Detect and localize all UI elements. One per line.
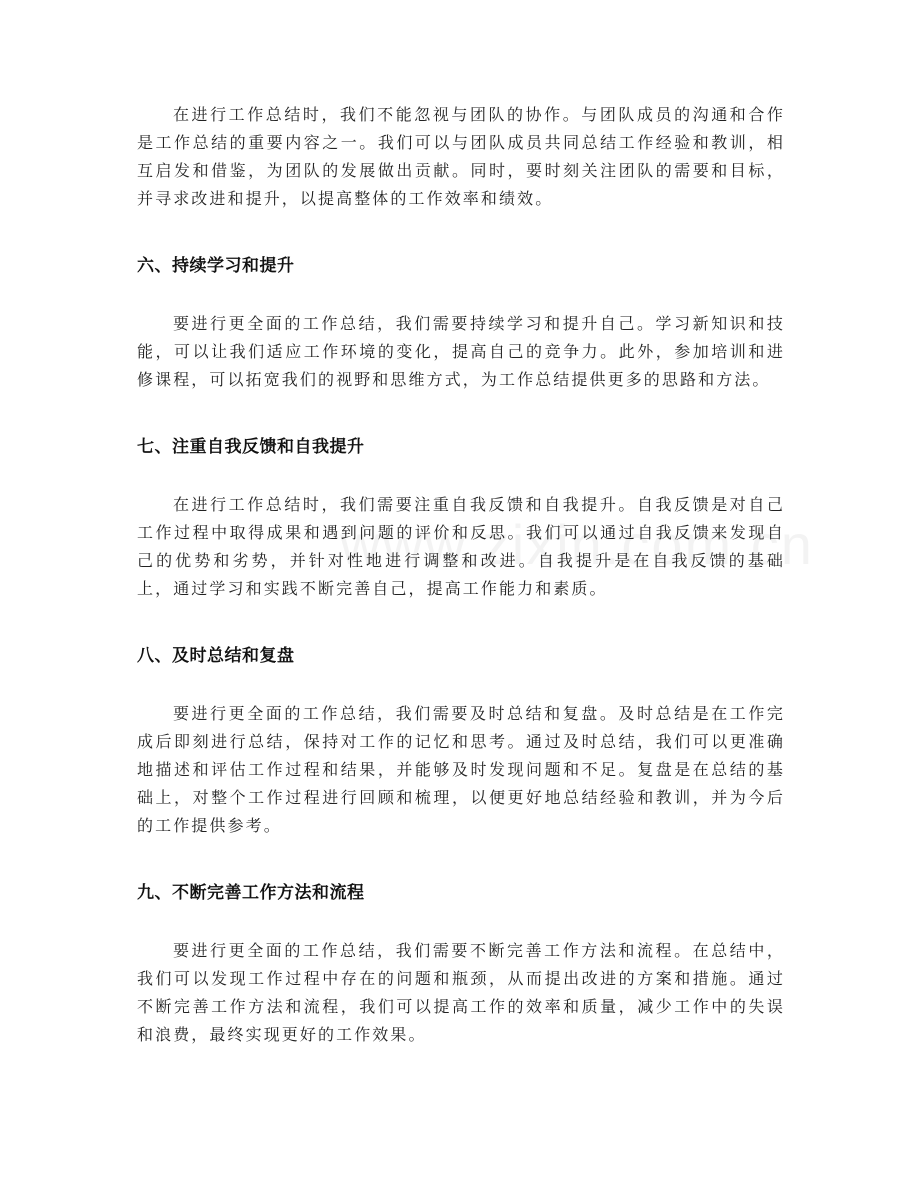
document-body	[137, 101, 785, 1049]
paragraph-teamwork: 在进行工作总结时，我们不能忽视与团队的协作。与团队成员的沟通和合作是工作总结的重要内容之一。我们可以与团队成员共同总结工作经验和教训，相互启发和借鉴，为团队的发展做出贡献。同时，要时刻关注团队的需要和目标，并寻求改进和提升，以提高整体的工作效率和绩效。	[137, 105, 785, 208]
paragraph-section-8: 要进行更全面的工作总结，我们需要及时总结和复盘。及时总结是在工作完成后即刻进行总结，保持对工作的记忆和思考。通过及时总结，我们可以更准确地描述和评估工作过程和结果，并能够及时发现问题和不足。复盘是在总结的基础上，对整个工作过程进行回顾和梳理，以便更好地总结经验和教训，并为今后的工作提供参考。	[137, 704, 785, 835]
heading-section-7: 七、注重自我反馈和自我提升	[137, 437, 365, 457]
heading-section-8: 八、及时总结和复盘	[137, 646, 295, 666]
heading-section-9: 九、不断完善工作方法和流程	[137, 883, 365, 903]
paragraph-section-6: 要进行更全面的工作总结，我们需要持续学习和提升自己。学习新知识和技能，可以让我们适应工作环境的变化，提高自己的竞争力。此外，参加培训和进修课程，可以拓宽我们的视野和思维方式，为工作总结提供更多的思路和方法。	[137, 314, 785, 389]
paragraph-section-9: 要进行更全面的工作总结，我们需要不断完善工作方法和流程。在总结中，我们可以发现工作过程中存在的问题和瓶颈，从而提出改进的方案和措施。通过不断完善工作方法和流程，我们可以提高工作的效率和质量，减少工作中的失误和浪费，最终实现更好的工作效果。	[137, 941, 785, 1044]
heading-section-6: 六、持续学习和提升	[137, 256, 295, 276]
paragraph-section-7: 在进行工作总结时，我们需要注重自我反馈和自我提升。自我反馈是对自己工作过程中取得成果和遇到问题的评价和反思。我们可以通过自我反馈来发现自己的优势和劣势，并针对性地进行调整和改进。自我提升是在自我反馈的基础上，通过学习和实践不断完善自己，提高工作能力和素质。	[137, 495, 785, 598]
